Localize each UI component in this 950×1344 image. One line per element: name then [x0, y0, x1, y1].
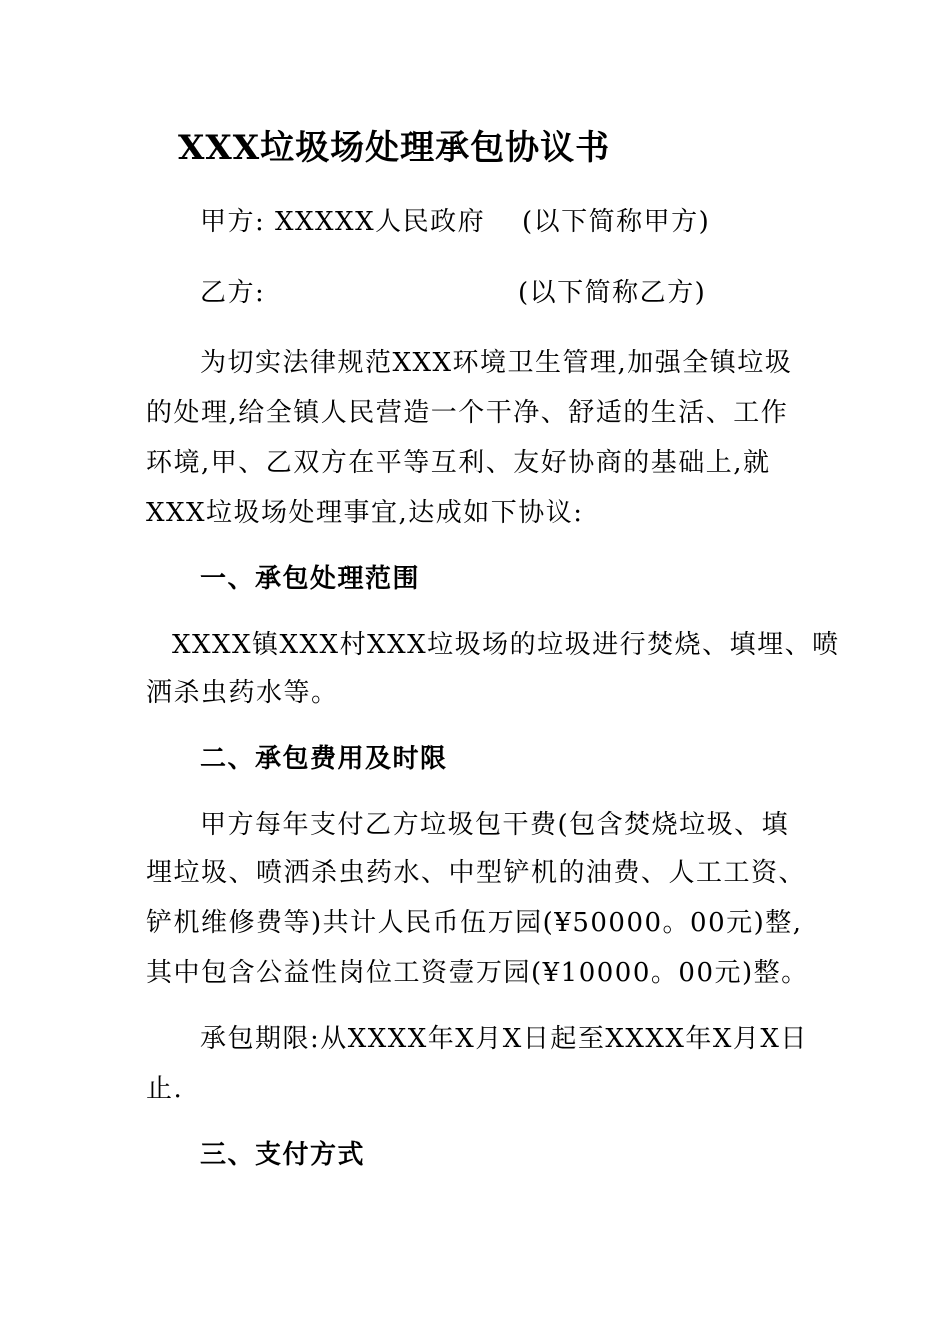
- intro-line: 为切实法律规范XXX环境卫生管理,加强全镇垃圾: [200, 348, 793, 378]
- section-heading-payment: 三、支付方式: [200, 1140, 366, 1170]
- document-title: XXX垃圾场处理承包协议书: [178, 128, 611, 168]
- term-line: 承包期限:从XXXX年X月X日起至XXXX年X月X日: [200, 1024, 808, 1054]
- intro-line: 的处理,给全镇人民营造一个干净、舒适的生活、工作: [146, 398, 789, 428]
- term-line: 止.: [146, 1074, 184, 1104]
- section-heading-scope: 一、承包处理范围: [200, 564, 421, 594]
- fee-line: 甲方每年支付乙方垃圾包干费(包含焚烧垃圾、填: [200, 810, 790, 840]
- fee-line: 埋垃圾、喷洒杀虫药水、中型铲机的油费、人工工资、: [146, 858, 807, 888]
- scope-line: 洒杀虫药水等。: [146, 678, 339, 708]
- fee-line: 其中包含公益性岗位工资壹万园(¥10000。00元)整。: [146, 958, 809, 988]
- party-a-label: 甲方: XXXXX人民政府: [200, 207, 486, 237]
- intro-line: XXX垃圾场处理事宜,达成如下协议:: [146, 498, 584, 528]
- party-a-note: (以下简称甲方): [522, 207, 711, 237]
- intro-line: 环境,甲、乙双方在平等互利、友好协商的基础上,就: [146, 448, 771, 478]
- party-b-note: (以下简称乙方): [518, 278, 707, 308]
- party-b-label: 乙方:: [200, 278, 266, 308]
- scope-line: XXXX镇XXX村XXX垃圾场的垃圾进行焚烧、填埋、喷: [172, 630, 840, 660]
- fee-line: 铲机维修费等)共计人民币伍万园(¥50000。00元)整,: [146, 908, 803, 938]
- section-heading-fees: 二、承包费用及时限: [200, 744, 448, 774]
